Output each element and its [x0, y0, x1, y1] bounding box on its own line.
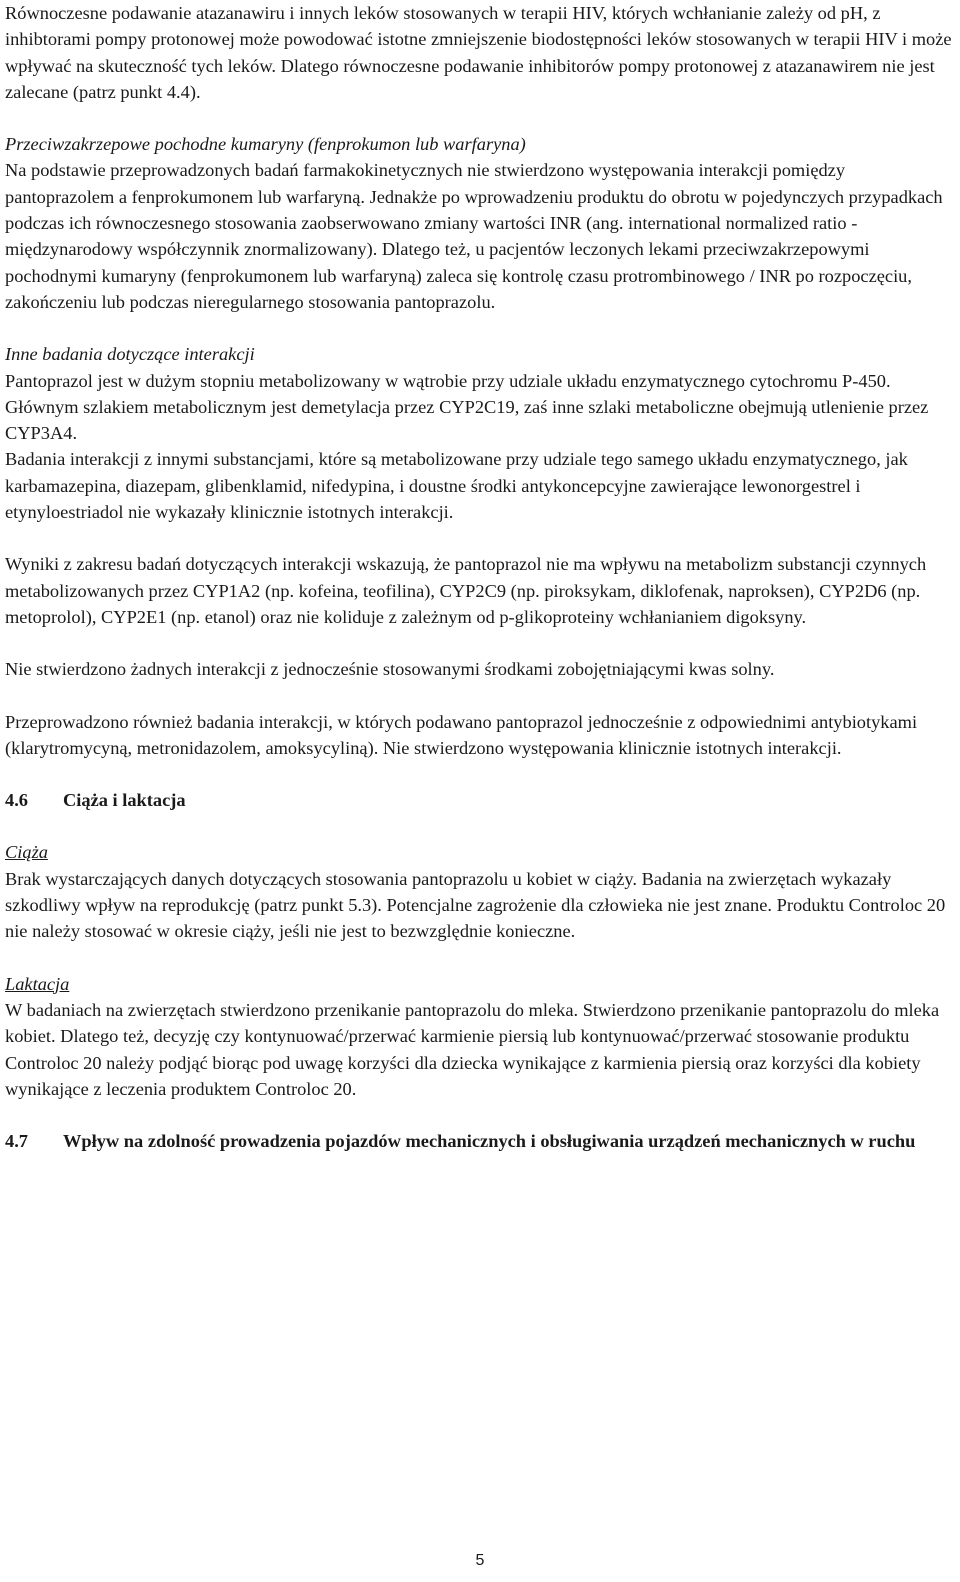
section-number: 4.6 — [5, 790, 28, 811]
spacer — [5, 945, 953, 971]
paragraph-cyp-results: Wyniki z zakresu badań dotyczących interakcji wskazują, że pantoprazol nie ma wpływu na metabolizm substancji czynnych metabolizowanych przez CYP1A2 (np. kofeina, teofilina), CYP2C9 (np. piroksykam, diklofenak, naproksen), CYP2D6 (np. metoprolol), CYP2E1 (np. etanol) oraz nie koliduje z zależnym od p-glikoproteiny wchłanianiem digoksyny. — [5, 554, 927, 627]
spacer — [5, 630, 953, 656]
section-heading-4-6 — [5, 787, 953, 813]
paragraph-metabolism: Pantoprazol jest w dużym stopniu metabolizowany w wątrobie przy udziale układu enzymatycznego cytochromu P-450. Głównym szlakiem metabolicznym jest demetylacja przez CYP2C19, zaś inne szlaki metaboliczne obejmują utlenienie przez CYP3A4. — [5, 370, 929, 444]
other-interactions-subheading: Inne badania dotyczące interakcji — [5, 344, 255, 365]
spacer — [5, 105, 953, 131]
spacer — [5, 813, 953, 839]
paragraph-coumarin: Na podstawie przeprowadzonych badań farmakokinetycznych nie stwierdzono występowania interakcji pomiędzy pantoprazolem a fenprokumonem lub warfaryną. Jednakże po wprowadzeniu produktu do obrotu w pojedynczych przypadkach podczas ich równoczesnego stosowania zaobserwowano zmiany wartości INR (ang. international normalized ratio - międzynarodowy współczynnik znormalizowany). Dlatego też, u pacjentów leczonych lekami przeciwzakrzepowymi pochodnymi kumaryny (fenprokumonem lub warfaryną) zaleca się kontrolę czasu protrombinowego / INR po rozpoczęciu, zakończeniu lub podczas nieregularnego stosowania pantoprazolu. — [5, 160, 943, 312]
lactation-subheading: Laktacja — [5, 973, 70, 994]
section-title: Ciąża i laktacja — [63, 790, 186, 811]
paragraph-antibiotics: Przeprowadzono również badania interakcji, w których podawano pantoprazol jednocześnie z odpowiednimi antybiotykami (klarytromycyną, metronidazolem, amoksycyliną). Nie stwierdzono występowania klinicznie istotnych interakcji. — [5, 711, 918, 758]
spacer — [5, 761, 953, 787]
section-heading-4-7 — [5, 1128, 953, 1154]
paragraph-antacids: Nie stwierdzono żadnych interakcji z jednocześnie stosowanymi środkami zobojętniającymi kwas solny. — [5, 659, 775, 680]
coumarin-subheading: Przeciwzakrzepowe pochodne kumaryny (fenprokumon lub warfaryna) — [5, 134, 526, 155]
spacer — [5, 683, 953, 709]
paragraph-lactation: W badaniach na zwierzętach stwierdzono przenikanie pantoprazolu do mleka. Stwierdzono przenikanie pantoprazolu do mleka kobiet. Dlatego też, decyzję czy kontynuować/przerwać karmienie piersią lub kontynuować/przerwać stosowanie produktu Controloc 20 należy podjąć biorąc pod uwagę korzyści dla dziecka wynikające z karmienia piersią oraz korzyści dla kobiety wynikające z leczenia produktem Controloc 20. — [5, 999, 940, 1099]
spacer — [5, 315, 953, 341]
section-number: 4.7 — [5, 1131, 28, 1152]
page-number: 5 — [475, 1552, 485, 1569]
pregnancy-subheading: Ciąża — [5, 842, 48, 863]
paragraph-pregnancy: Brak wystarczających danych dotyczących stosowania pantoprazolu u kobiet w ciąży. Badania na zwierzętach wykazały szkodliwy wpływ na reprodukcję (patrz punkt 5.3). Potencjalne zagrożenie dla człowieka nie jest znane. Produktu Controloc 20 nie należy stosować w okresie ciąży, jeśli nie jest to bezwzględnie konieczne. — [5, 868, 946, 942]
section-title: Wpływ na zdolność prowadzenia pojazdów mechanicznych i obsługiwania urządzeń mechanicznych w ruchu — [63, 1131, 916, 1152]
paragraph-interaction-studies: Badania interakcji z innymi substancjami, które są metabolizowane przy udziale tego samego układu enzymatycznego, jak karbamazepina, diazepam, glibenklamid, nifedypina, i doustne środki antykoncepcyjne zawierające lewonorgestrel i etynyloestriadol nie wykazały klinicznie istotnych interakcji. — [5, 449, 908, 523]
paragraph-atazanavir: Równoczesne podawanie atazanawiru i innych leków stosowanych w terapii HIV, których wchłanianie zależy od pH, z inhibtorami pompy protonowej może powodować istotne zmniejszenie biodostępności leków stosowanych w terapii HIV i może wpływać na skuteczność tych leków. Dlatego równoczesne podawanie inhibitorów pompy protonowej z atazanawirem nie jest zalecane (patrz punkt 4.4). — [5, 3, 952, 102]
document-page — [5, 0, 953, 1154]
spacer — [5, 1102, 953, 1128]
spacer — [5, 525, 953, 551]
